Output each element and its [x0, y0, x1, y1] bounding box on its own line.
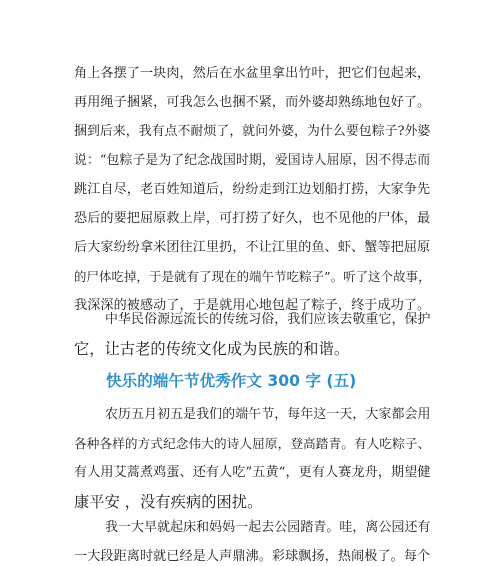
- text-line: 捆到后来，我有点不耐烦了，就问外婆，为什么要包粽子?外婆: [74, 124, 431, 139]
- text-line: 的尸体吃掉，于是就有了现在的端午节吃粽子”。听了这个故事，: [74, 269, 431, 284]
- text-line: 后大家纷纷拿米团往江里扔，不让江里的鱼、虾、蟹等把屈原: [74, 240, 431, 255]
- text-line: 康平安 ，没有疾病的困扰。: [74, 493, 263, 511]
- text-line: 恐后的要把屈原救上岸，可打捞了好久，也不见他的尸体，最: [74, 211, 431, 226]
- text-line: 说：“包粽子是为了纪念战国时期，爱国诗人屈原，因不得志而: [74, 153, 431, 168]
- text-line: 有人用艾蒿煮鸡蛋、还有人吃”五黄“，更有人赛龙舟，期望健: [74, 465, 431, 480]
- text-line: 我一大早就起床和妈妈一起去公园踏青。哇，离公园还有: [105, 520, 431, 535]
- text-line: 一大段距离时就已经是人声鼎沸。彩球飘扬，热闹极了。每个: [74, 549, 431, 564]
- text-line: 角上各摆了一块肉，然后在水盆里拿出竹叶，把它们包起来，: [74, 66, 431, 81]
- text-line: 跳江自尽，老百姓知道后，纷纷走到江边划船打捞，大家争先: [74, 182, 431, 197]
- text-line: 农历五月初五是我们的端午节，每年这一天，大家都会用: [105, 407, 431, 422]
- text-line: 我深深的被感动了，于是就用心地包起了粽子，终于成功了。: [74, 298, 431, 313]
- text-line: 它，让古老的传统文化成为民族的和谐。: [74, 340, 350, 358]
- text-line: 各种各样的方式纪念伟大的诗人屈原，登高踏青。有人吃粽子、: [74, 436, 431, 451]
- section-heading: 快乐的端午节优秀作文 300 字 (五): [106, 372, 357, 390]
- text-line: 中华民俗源远流长的传统习俗，我们应该去敬重它，保护: [105, 312, 431, 327]
- text-line: 再用绳子捆紧，可我怎么也捆不紧，而外婆却熟练地包好了。: [74, 95, 431, 110]
